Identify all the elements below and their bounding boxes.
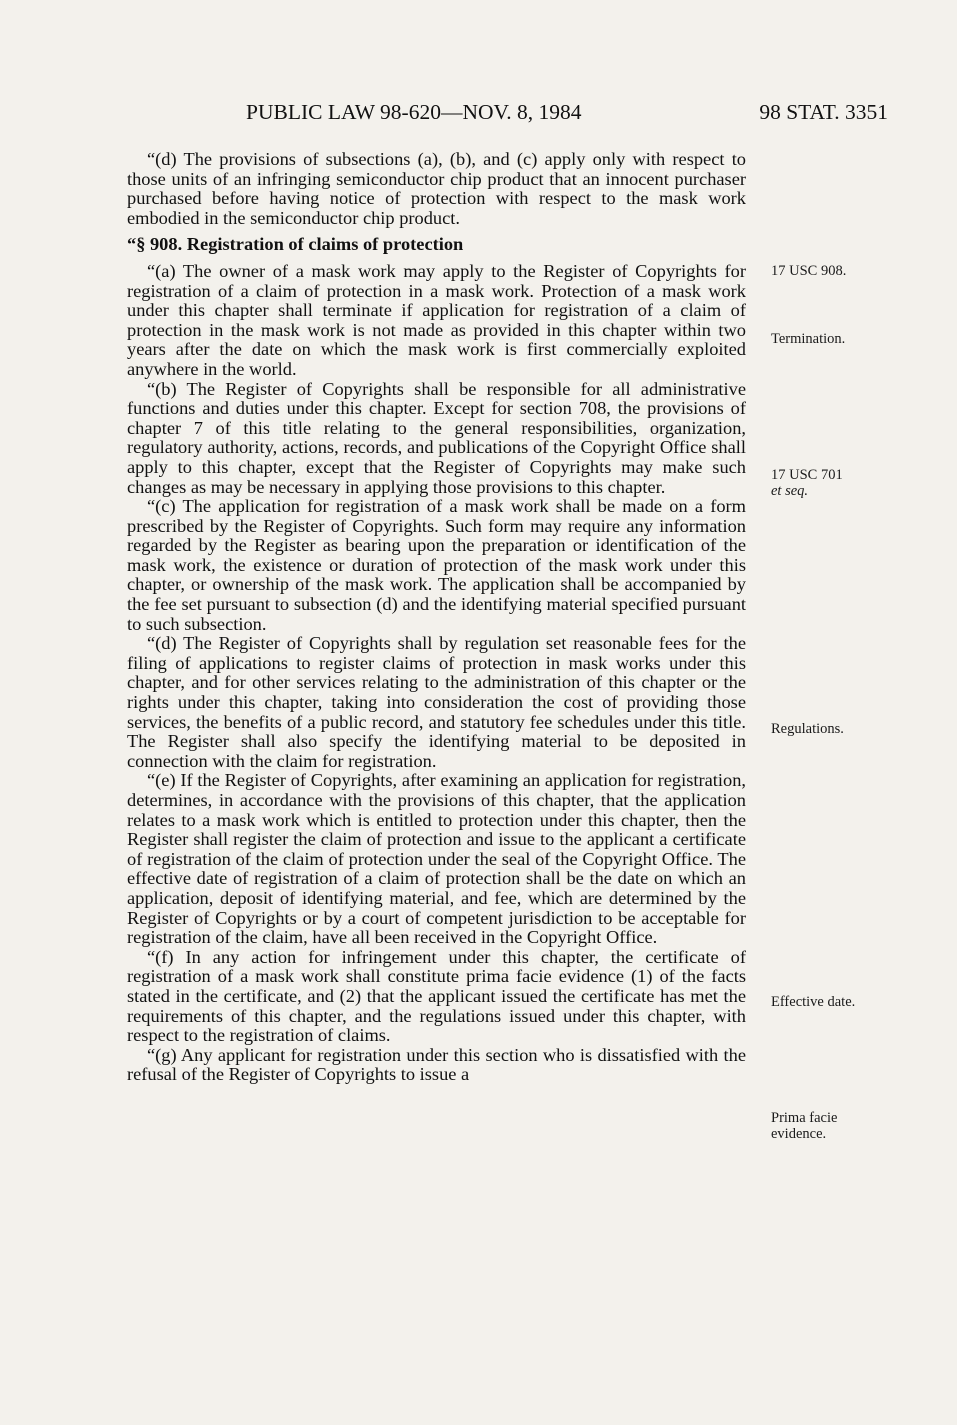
margin-note-effective-date: Effective date. [771, 994, 856, 1010]
prima-facie-label: Prima facie [771, 1110, 838, 1126]
subsection-d: “(d) The Register of Copyrights shall by regulation set reasonable fees for the filing of applications to register claims of protection in mask works under this chapter, and for other services relating to the administration of this chapter or the rights under this chapter, taking into consideration the cost of providing those services, the benefits of a public record, and statutory fee schedules under this title. The Register shall also specify the identifying material to be deposited in connection with the claim for registration. [127, 633, 746, 771]
subsection-g: “(g) Any applicant for registration under this section who is dissatisfied with the refusal of the Register of Copyrights to issue a [127, 1044, 746, 1085]
statute-citation: 98 STAT. 3351 [759, 100, 888, 124]
usc-701-label: 17 USC 701 [771, 467, 843, 483]
et-seq-label: et seq. [771, 483, 809, 499]
section-heading-908: “§ 908. Registration of claims of protection [127, 234, 464, 255]
subsection-a: “(a) The owner of a mask work may apply to the Register of Copyrights for registration of a claim of protection in a mask work. Protection of a mask work under this chapter shall terminate if application for registration of a claim of protection in the mask work is not made as provided in this chapter within two years after the date on which the mask work is first commercially exploited anywhere in the world. [127, 260, 746, 379]
evidence-label: evidence. [771, 1126, 827, 1142]
subsection-b: “(b) The Register of Copyrights shall be responsible for all administrative functions and duties under this chapter. Except for section 708, the provisions of chapter 7 of this title relating to the general responsibilities, organization, regulatory authority, actions, records, and publications of the Copyright Office shall apply to this chapter, except that the Register of Copyrights may make such changes as may be necessary in applying those provisions to this chapter. [127, 378, 746, 497]
statute-body [127, 150, 746, 1085]
running-head: PUBLIC LAW 98-620—NOV. 8, 1984 [246, 100, 582, 124]
subsection-f: “(f) In any action for infringement under this chapter, the certificate of registration of a mask work shall constitute prima facie evidence (1) of the facts stated in the certificate, and (2) that the applicant issued the certificate has met the requirements of this chapter, and the regulations issued under this chapter, with respect to the registration of claims. [127, 946, 746, 1046]
margin-note-usc-701 [771, 467, 843, 499]
margin-note-termination: Termination. [771, 331, 846, 347]
subsection-d-previous: “(d) The provisions of subsections (a), (b), and (c) apply only with respect to those units of an infringing semiconductor chip product that an innocent purchaser purchased before having notice of protection with respect to the mask work embodied in the semiconductor chip product. [127, 149, 746, 228]
margin-note-prima-facie [771, 1110, 837, 1142]
page-header [246, 100, 888, 128]
subsection-c: “(c) The application for registration of a mask work shall be made on a form prescribed by the Register of Copyrights. Such form may require any information regarded by the Register as bearing upon the preparation or identification of the mask work, the existence or duration of protection of the mask work under this chapter, or ownership of the mask work. The application shall be accompanied by the fee set pursuant to subsection (d) and the identifying material specified pursuant to such subsection. [127, 496, 746, 634]
subsection-e: “(e) If the Register of Copyrights, after examining an application for registration, determines, in accordance with the provisions of this chapter, that the application relates to a mask work which is entitled to protection under this chapter, then the Register shall register the claim of protection and issue to the applicant a certificate of registration of the claim of protection under the seal of the Copyright Office. The effective date of registration of a claim of protection shall be the date on which an application, deposit of identifying material, and fee, which are determined by the Register of Copyrights or by a court of competent jurisdiction to be acceptable for registration of the claim, have all been received in the Copyright Office. [127, 770, 746, 948]
margin-note-regulations: Regulations. [771, 721, 844, 737]
margin-note-usc-908: 17 USC 908. [771, 263, 847, 279]
